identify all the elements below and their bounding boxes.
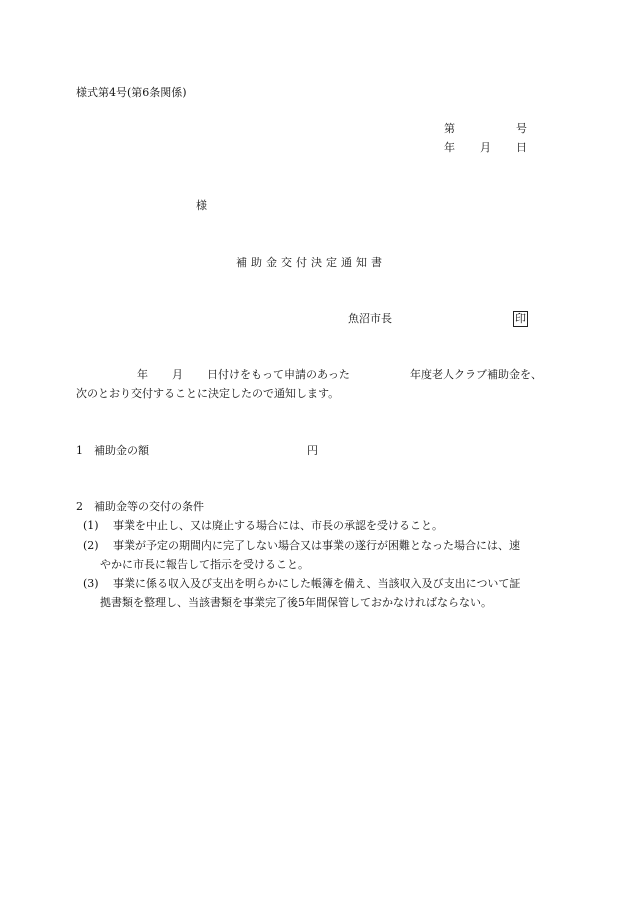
condition-2-line2: やかに市長に報告して指示を受けること。 [100,558,309,571]
issuer-seal [513,311,528,327]
body-date-year: 年 [137,368,148,381]
issue-date-day: 日 [516,141,527,154]
condition-1-number: (1) [83,519,99,532]
document-number-suffix: 号 [516,122,527,135]
issue-date-year: 年 [444,141,455,154]
body-line2: 次のとおり交付することに決定したので通知します。 [76,387,340,400]
body-line1-middle: 日付けをもって申請のあった [207,368,350,381]
issue-date-month: 月 [480,141,491,154]
seal-mark: 印 [515,312,526,325]
form-number: 様式第4号(第6条関係) [76,86,187,99]
condition-1-line1: 事業を中止し、又は廃止する場合には、市長の承認を受けること。 [113,519,443,532]
amount-unit: 円 [307,444,318,457]
body-line1-end: 年度老人クラブ補助金を、 [410,368,542,381]
conditions-heading: 2 補助金等の交付の条件 [76,500,204,513]
issuer-name: 魚沼市長 [348,312,392,325]
body-date-month: 月 [172,368,183,381]
document-title: 補助金交付決定通知書 [236,256,386,269]
condition-3-line2: 拠書類を整理し、当該書類を事業完了後5年間保管しておかなければならない。 [100,596,492,609]
addressee-honorific: 様 [196,199,207,212]
amount-label: 1 補助金の額 [76,444,149,457]
condition-3-number: (3) [83,577,99,590]
condition-2-number: (2) [83,539,99,552]
document-number-prefix: 第 [444,122,455,135]
condition-2-line1: 事業が予定の期間内に完了しない場合又は事業の遂行が困難となった場合には、速 [113,539,520,552]
condition-3-line1: 事業に係る収入及び支出を明らかにした帳簿を備え、当該収入及び支出について証 [113,577,521,590]
